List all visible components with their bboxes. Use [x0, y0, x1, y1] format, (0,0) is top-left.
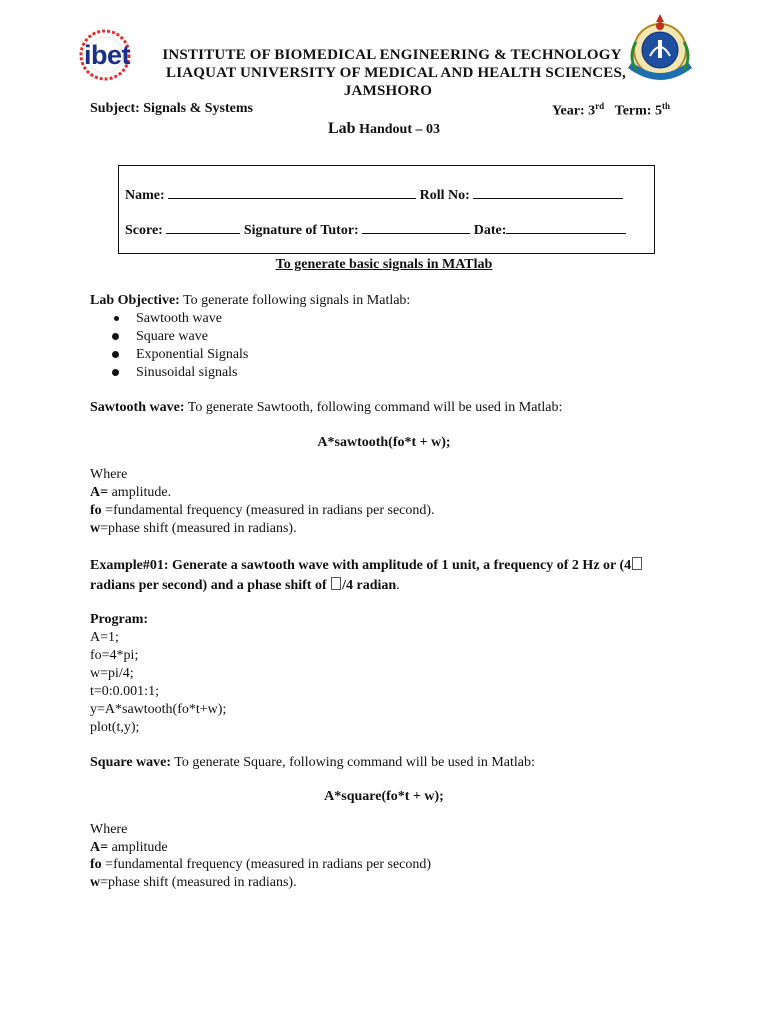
program-line-3: w=pi/4;	[90, 666, 134, 681]
objective-item-2: Square wave	[136, 329, 208, 344]
roll-label: Roll No:	[419, 188, 470, 203]
example-line-2-text-b: /4 radian	[342, 578, 397, 593]
score-field[interactable]	[166, 221, 240, 234]
bullet-2	[112, 333, 119, 340]
handout-lab: Lab	[328, 120, 356, 137]
program-line-6: plot(t,y);	[90, 720, 140, 735]
signature-label: Signature of Tutor:	[243, 223, 359, 238]
form-row-1	[125, 186, 623, 204]
program-line-2: fo=4*pi;	[90, 648, 139, 663]
square-intro	[90, 755, 535, 771]
handout-rest: Handout – 03	[355, 122, 440, 137]
sawtooth-w-line	[90, 521, 297, 537]
score-label: Score:	[125, 223, 163, 238]
missing-glyph-icon	[632, 557, 642, 570]
square-label: Square wave:	[90, 755, 172, 770]
sawtooth-where: Where	[90, 467, 128, 482]
program-line-4: t=0:0.001:1;	[90, 684, 159, 699]
square-fo-line	[90, 857, 431, 873]
square-command: A*square(fo*t + w);	[324, 789, 444, 804]
square-a-label: A=	[90, 840, 109, 855]
term-sup: th	[661, 101, 670, 111]
program-label: Program:	[90, 612, 149, 627]
signature-field[interactable]	[362, 221, 470, 234]
bullet-3	[112, 351, 119, 358]
square-w-line	[90, 875, 297, 891]
program-line-5: y=A*sawtooth(fo*t+w);	[90, 702, 227, 717]
objective-text: To generate following signals in Matlab:	[179, 293, 411, 308]
objective-item-3: Exponential Signals	[136, 347, 249, 362]
sawtooth-label: Sawtooth wave:	[90, 400, 185, 415]
objective-line	[90, 293, 410, 309]
header-line-3: JAMSHORO	[343, 83, 433, 99]
square-w-label: w	[90, 875, 101, 890]
example-line-1-text: Example#01: Generate a sawtooth wave with amplitude of 1 unit, a frequency of 2 Hz or (4	[90, 558, 632, 573]
sawtooth-fo-line	[90, 503, 435, 519]
year-label: Year: 3	[552, 103, 596, 119]
roll-field[interactable]	[473, 186, 623, 199]
handout-title	[0, 120, 768, 138]
term-label: Term: 5	[614, 103, 662, 119]
sawtooth-fo-label: fo	[90, 503, 102, 518]
square-where: Where	[90, 822, 128, 837]
form-row-2	[125, 221, 626, 239]
lab-title: To generate basic signals in MATlab	[275, 257, 493, 272]
program-line-1: A=1;	[90, 630, 119, 645]
name-field[interactable]	[168, 186, 416, 199]
sawtooth-a-text: amplitude.	[108, 485, 172, 500]
example-line-2-text-c: .	[396, 578, 400, 593]
header-line-2: LIAQUAT UNIVERSITY OF MEDICAL AND HEALTH SCIENCES,	[166, 65, 626, 81]
square-w-text: =phase shift (measured in radians).	[100, 875, 297, 890]
square-text: To generate Square, following command will be used in Matlab:	[171, 755, 535, 770]
sawtooth-text: To generate Sawtooth, following command will be used in Matlab:	[184, 400, 563, 415]
square-fo-text: =fundamental frequency (measured in radians per second)	[101, 857, 432, 872]
sawtooth-intro	[90, 400, 562, 416]
sawtooth-a-label: A=	[90, 485, 109, 500]
objective-item-1: Sawtooth wave	[136, 311, 222, 326]
example-line-2	[90, 577, 400, 594]
square-a-line	[90, 840, 168, 856]
square-fo-label: fo	[90, 857, 102, 872]
sawtooth-a-line	[90, 485, 171, 501]
objective-item-4: Sinusoidal signals	[136, 365, 238, 380]
date-label: Date:	[473, 223, 507, 238]
bullet-1	[114, 316, 119, 321]
year-sup: rd	[595, 101, 605, 111]
year-term	[552, 101, 670, 120]
square-a-text: amplitude	[108, 840, 168, 855]
sawtooth-w-text: =phase shift (measured in radians).	[100, 521, 297, 536]
missing-glyph-icon	[331, 577, 341, 590]
subject-label: Subject: Signals & Systems	[90, 101, 253, 116]
example-line-2-text-a: radians per second) and a phase shift of	[90, 578, 331, 593]
student-info-box	[118, 165, 655, 254]
example-line-1	[90, 557, 643, 574]
bullet-4	[112, 369, 119, 376]
objective-label: Lab Objective:	[90, 293, 180, 308]
sawtooth-fo-text: =fundamental frequency (measured in radians per second).	[101, 503, 435, 518]
date-field[interactable]	[506, 221, 626, 234]
header-line-1: INSTITUTE OF BIOMEDICAL ENGINEERING & TECHNOLOGY	[162, 47, 622, 63]
sawtooth-command: A*sawtooth(fo*t + w);	[317, 435, 451, 450]
name-label: Name:	[125, 188, 165, 203]
sawtooth-w-label: w	[90, 521, 101, 536]
ibet-logo-text: ibet	[84, 40, 131, 70]
